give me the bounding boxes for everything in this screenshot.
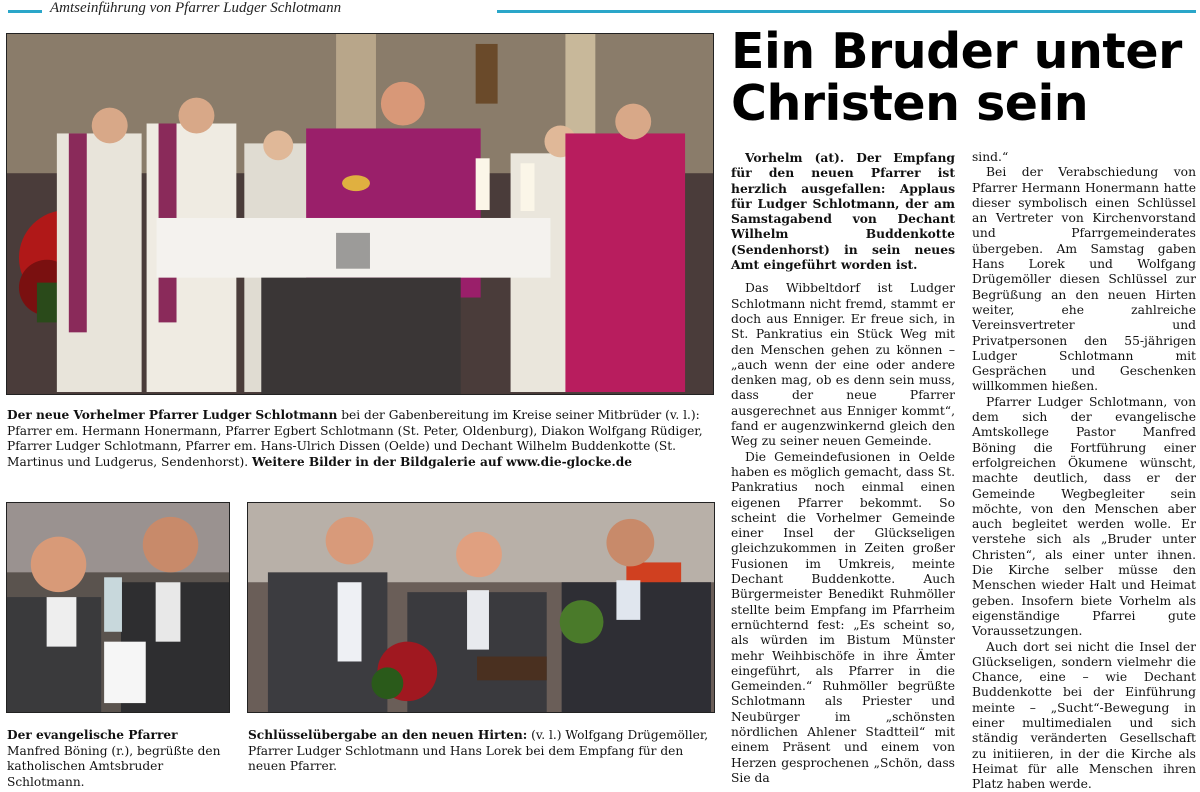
main-caption [7, 408, 715, 470]
main-photo [6, 33, 714, 395]
main-caption-gallery-link[interactable]: Weitere Bilder in der Bildgalerie auf www.die-glocke.de [252, 455, 632, 469]
right-caption-lead: Schlüsselübergabe an den neuen Hirten: [248, 728, 527, 742]
right-photo-image [248, 503, 714, 712]
right-photo [247, 502, 715, 713]
article-paragraph-2-continued: sind.“ [972, 150, 1196, 165]
main-caption-lead: Der neue Vorhelmer Pfarrer Ludger Schlotmann [7, 408, 337, 422]
left-caption-text: Manfred Böning (r.), begrüßte den katholischen Amtsbruder Schlotmann. [7, 744, 220, 789]
article-paragraph-1: Das Wibbeltdorf ist Ludger Schlotmann nicht fremd, stammt er doch aus Enniger. Er freue sich, in St. Pankratius ein Stück Weg mit den Menschen gehen zu können – „auch wenn der eine oder andere denken mag, ob es denn sein muss, dass der neue Pfarrer ausgerechnet aus Enniger kommt“, fand er augenzwinkernd gleich den Weg zu seiner neuen Gemeinde. [731, 281, 955, 449]
article-paragraph-4: Pfarrer Ludger Schlotmann, von dem sich der evangelische Amtskollege Pastor Manfred Böning die Fortführung einer erfolgreichen Ökumene wünscht, machte deutlich, dass er der Gemeinde Wegbegleiter sein möchte, von den Menschen aber auch begleitet werden wolle. Er verstehe sich als „Bruder unter Christen“, als einer unter ihnen. Die Kirche selber müsse den Menschen wieder Halt und Heimat geben. Insofern biete Vorhelm als eigenständige Pfarrei gute Voraussetzungen. [972, 395, 1196, 640]
left-photo [6, 502, 230, 713]
right-caption [248, 728, 715, 775]
right-caption-text: (v. l.) Wolfgang Drügemöller, Pfarrer Ludger Schlotmann und Hans Lorek bei dem Empfang für den neuen Pfarrer. [248, 728, 708, 773]
article-headline [731, 26, 1197, 130]
kicker-bar [8, 0, 1196, 22]
headline-line-1: Ein Bruder unter [731, 26, 1197, 78]
article-column-2 [972, 150, 1196, 792]
article-lead: Vorhelm (at). Der Empfang für den neuen Pfarrer ist herzlich ausgefallen: Applaus für Ludger Schlotmann, der am Samstagabend von Dechant Wilhelm Buddenkotte (Sendenhorst) in sein neues Amt eingeführt worden ist. [731, 150, 955, 272]
kicker-rule-right [497, 10, 1196, 13]
article-paragraph-2: Die Gemeindefusionen in Oelde haben es möglich gemacht, dass St. Pankratius noch einmal einen eigenen Pfarrer bekommt. So scheint die Vorhelmer Gemeinde einer Insel der Glückseligen gleichzukommen in Zeiten großer Fusionen im Umkreis, meinte Dechant Buddenkotte. Auch Bürgermeister Benedikt Ruhmöller stellte beim Empfang im Pfarrheim ernüchternd fest: „Es scheint so, als würden im Bistum Münster mehr Weihbischöfe in ihre Ämter eingeführt, als Pfarrer in die Gemeinden.“ Ruhmöller begrüßte Schlotmann als Priester und Neubürger im „schönsten nördlichen Ahlener Stadtteil“ mit einem Präsent und einem von Herzen gesprochenen „Schön, dass Sie da [731, 450, 955, 787]
main-photo-image [7, 34, 713, 394]
left-caption [7, 728, 229, 790]
left-caption-lead: Der evangelische Pfarrer [7, 728, 178, 742]
main-caption-text: bei der Gabenbereitung im Kreise seiner Mitbrüder (v. l.): Pfarrer em. Hermann Honermann, Pfarrer Egbert Schlotmann (St. Peter, Oldenburg), Diakon Wolfgang Rüdiger, Pfarrer Ludger Schlotmann, Pfarrer em. Hans-Ulrich Dissen (Oelde) und Dechant Wilhelm Buddenkotte (St. Martinus und Ludgerus, Sendenhorst). [7, 408, 703, 469]
left-photo-image [7, 503, 229, 712]
article-paragraph-3: Bei der Verabschiedung von Pfarrer Hermann Honermann hatte dieser symbolisch einen Schlüssel an Vertreter von Kirchenvorstand und Pfarrgemeinderates übergeben. Am Samstag gaben Hans Lorek und Wolfgang Drügemöller diesen Schlüssel zur Begrüßung an den neuen Hirten weiter, ehe zahlreiche Vereinsvertreter und Privatpersonen den 55-jährigen Ludger Schlotmann mit Gesprächen und Geschenken willkommen hießen. [972, 165, 1196, 394]
kicker-rule-left [8, 10, 42, 13]
article-paragraph-5: Auch dort sei nicht die Insel der Glückseligen, sondern vielmehr die Chance, eine – wie Dechant Buddenkotte bei der Einführung meinte – „Sucht“-Bewegung in einer multimedialen und sich ständig veränderten Gesellschaft zu initiieren, in der die Kirche als Heimat für alle Menschen ihren Platz haben werde. [972, 640, 1196, 792]
headline-line-2: Christen sein [731, 78, 1197, 130]
kicker-text: Amtseinführung von Pfarrer Ludger Schlotmann [50, 0, 341, 17]
article-column-1 [731, 150, 955, 786]
